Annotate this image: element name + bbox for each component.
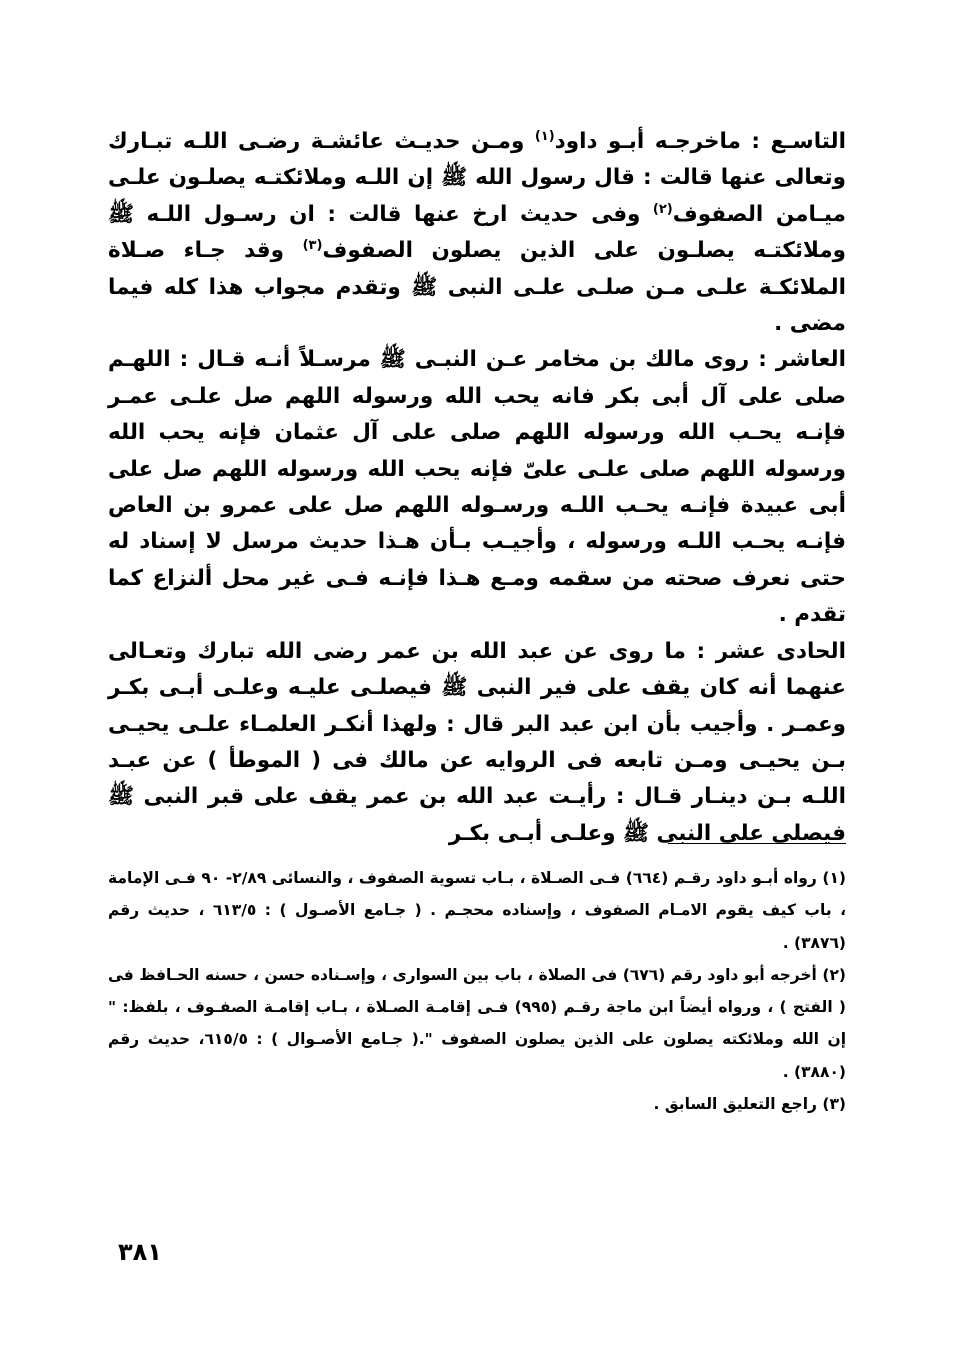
page-number: ٣٨١ — [118, 1238, 162, 1266]
paragraph-text: ما روى عن عبد الله بن عمر رضى الله تبارك وتعـالى عنهما أنه كان يقف على فير النبى ﷺ فيصلـى عليـه وعلـى أبـى بكـر وعمـر . وأجيب بأن ابن عبد البر قال : ولهذا أنكـر العلمـاء علـى يحيـى بـن يحيـى ومـن تابعه فى الروايه عن مالك فى ( الموطأ ) عن عبـد اللـه بـن دينـار قـال : رأيـت عبد الله بن عمر يقف على قبر النبى ﷺ فيصلى على النبى ﷺ وعلـى أبـى بكـر — [108, 638, 846, 846]
paragraph-text: ومـن حديـث عائشـة رضـى اللـه تبـارك وتعالى عنها قالت : قال رسول الله ﷺ إن اللـه وملائكتـه يصلـون علـى ميـامن الصفوف — [108, 129, 846, 227]
footnotes — [108, 862, 846, 1120]
paragraph-text: وقد جـاء صـلاة الملائكـة علـى مـن صلـى علـى النبى ﷺ وتقدم مجواب هذا كله فيما مضى . — [108, 238, 846, 337]
footnote-ref: (٣) — [302, 238, 323, 254]
paragraph-text: روى مالك بن مخامر عـن النبـى ﷺ مرسـلاً أنـه قـال : اللهـم صلى على آل أبى بكر فانه يحب الله ورسوله اللهم صل علـى عمـر فإنـه يحـب الله ورسوله اللهم صلى على آل عثمان فإنه يحب الله ورسوله اللهم صلى علـى علىّ فإنه يحب الله ورسوله اللهم صل على أبى عبيدة فإنـه يحـب اللـه ورسـوله اللهم صل على عمرو بن العاص فإنـه يحـب اللـه ورسوله ، وأجيـب بـأن هـذا حديث مرسل لا إسناد له حتى نعرف صحته من سقمه ومـع هـذا فإنـه فـى غير محل ألنزاع كما تقدم . — [108, 347, 846, 628]
footnote-ref: (١) — [534, 128, 555, 144]
paragraph-heading: التاسـع : — [751, 129, 846, 154]
main-text — [108, 124, 846, 852]
paragraph-eleventh — [108, 634, 846, 852]
paragraph-heading: العاشر : — [758, 347, 846, 373]
paragraph-text: وفى حديث ارخ عنها قالت : ان رسـول اللـه ﷺ وملائكتـه يصلـون على الذين يصلون الصفوف — [108, 201, 847, 264]
footnote-divider — [668, 843, 846, 844]
footnote: (١) رواه أبـو داود رقـم (٦٦٤) فـى الصـلاة ، بـاب تسوية الصفوف ، والنسائى ٢/٨٩- ٩٠ فـى الإمامة ، باب كيف يقوم الامـام الصفوف ، وإسناده محجـم . ( جـامع الأصـول ) : ٦١٣/٥ ، حديث رقم (٣٨٧٦) . — [108, 869, 846, 952]
paragraph-tenth — [108, 342, 846, 633]
footnote-ref: (٢) — [652, 201, 673, 217]
paragraph-text: ماخرجـه أبـو داود — [554, 129, 752, 154]
footnote: (٢) أخرجه أبو داود رقم (٦٧٦) فى الصلاة ، باب بين السوارى ، وإسـناده حسن ، حسنه الحـافظ فى ( الفتح ) ، ورواه أيضاً ابن ماجة رقـم (٩٩٥) فـى إقامـة الصـلاة ، بـاب إقامـة الصفـوف ، بلفظ: " إن الله وملائكته يصلون على الذين يصلون الصفوف ".( جـامع الأصـوال ) : ٦١٥/٥، حديث رقم (٣٨٨٠) . — [108, 965, 847, 1081]
paragraph-heading: الحادى عشر : — [696, 638, 846, 664]
paragraph-ninth — [108, 124, 846, 342]
footnote: (٣) راجع التعليق السابق . — [653, 1095, 846, 1114]
